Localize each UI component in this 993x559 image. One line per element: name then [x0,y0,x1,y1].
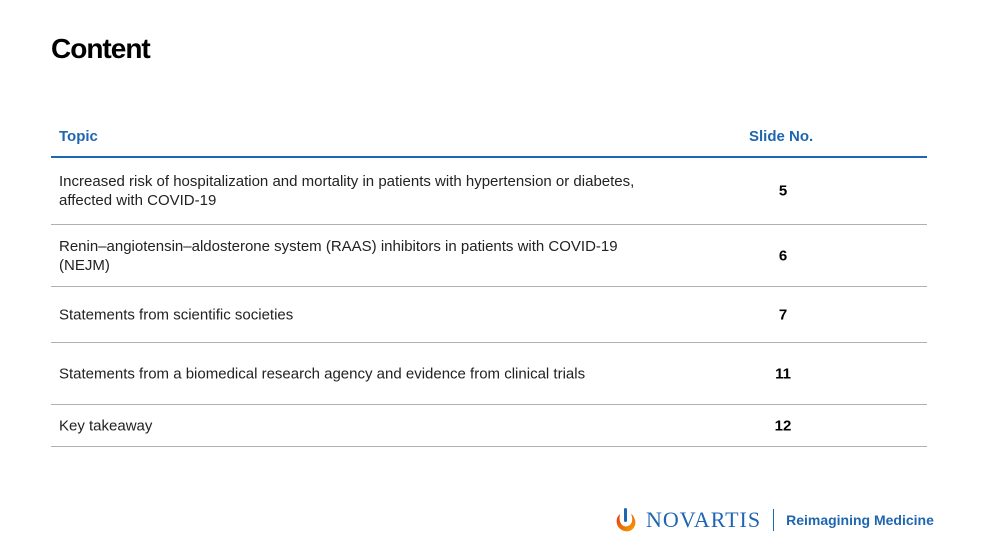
table-row [51,343,927,405]
header-topic: Topic [59,128,98,145]
table-row [51,225,927,287]
tagline: Reimagining Medicine [786,512,934,528]
table-header [51,120,927,158]
novartis-logo [614,503,934,537]
flame-icon [614,506,638,534]
row-slide-no: 11 [775,365,791,382]
row-topic: Key takeaway [59,417,153,434]
row-topic: Increased risk of hospitalization and mortality in patients with hypertension or diabetes, affected with COVID-19 [59,173,635,209]
content-table [51,120,927,447]
page-title: Content [51,33,150,64]
row-slide-no: 6 [778,247,788,264]
row-topic: Statements from a biomedical research agency and evidence from clinical trials [59,365,586,382]
row-slide-no: 5 [778,182,788,200]
header-slide-no: Slide No. [749,128,814,145]
row-topic: Renin–angiotensin–aldosterone system (RAAS) inhibitors in patients with COVID-19 (NEJM) [59,237,618,274]
table-row [51,405,927,447]
table-row [51,287,927,343]
brand-name: NOVARTIS [646,507,762,532]
table-row [51,158,927,225]
logo-divider [773,509,774,531]
row-slide-no: 7 [778,306,788,323]
row-topic: Statements from scientific societies [59,306,294,323]
row-slide-no: 12 [774,417,792,434]
